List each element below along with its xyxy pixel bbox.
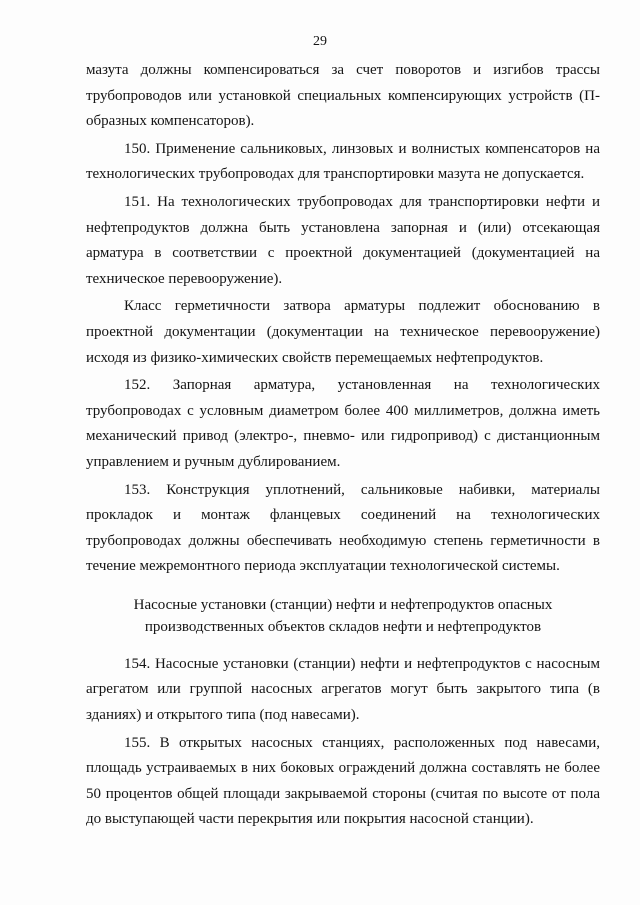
page-number: 29: [313, 34, 327, 49]
paragraph-continuation: мазута должны компенсироваться за счет поворотов и изгибов трассы трубопроводов или установкой специальных компенсирующих устройств (П-образных компенсаторов).: [86, 62, 600, 130]
section-heading-line-2: производственных объектов складов нефти и нефтепродуктов: [144, 618, 542, 635]
document-body: [86, 58, 600, 833]
paragraph-151: 151. На технологических трубопроводах для транспортировки нефти и нефтепродуктов должна быть установлена запорная и (или) отсекающая арматура в соответствии с проектной документацией (документацией на техническое перевооружение).: [86, 193, 600, 287]
section-heading: [86, 594, 600, 638]
paragraph-155: 155. В открытых насосных станциях, расположенных под навесами, площадь устраиваемых в них боковых ограждений должна составлять не более 50 процентов общей площади закрываемой стороны (считая по высоте от пола до выступающей части перекрытия или покрытия насосной станции).: [86, 734, 600, 828]
paragraph-150: 150. Применение сальниковых, линзовых и волнистых компенсаторов на технологических трубопроводах для транспортировки мазута не допускается.: [86, 140, 600, 183]
paragraph-152: 152. Запорная арматура, установленная на технологических трубопроводах с условным диаметром более 400 миллиметров, должна иметь механический привод (электро-, пневмо- или гидропривод) с дистанционным управлением и ручным дублированием.: [86, 377, 600, 470]
paragraph-tightness-class: Класс герметичности затвора арматуры подлежит обоснованию в проектной документации (документации на техническое перевооружение) исходя из физико-химических свойств перемещаемых нефтепродуктов.: [86, 298, 600, 366]
section-heading-line-1: Насосные установки (станции) нефти и нефтепродуктов опасных: [133, 596, 553, 613]
paragraph-153: 153. Конструкция уплотнений, сальниковые набивки, материалы прокладок и монтаж фланцевых соединений на технологических трубопроводах должны обеспечивать необходимую степень герметичности в течение межремонтного периода эксплуатации технологической системы.: [86, 481, 600, 575]
paragraph-154: 154. Насосные установки (станции) нефти и нефтепродуктов с насосным агрегатом или группой насосных агрегатов могут быть закрытого типа (в зданиях) и открытого типа (под навесами).: [86, 655, 600, 724]
